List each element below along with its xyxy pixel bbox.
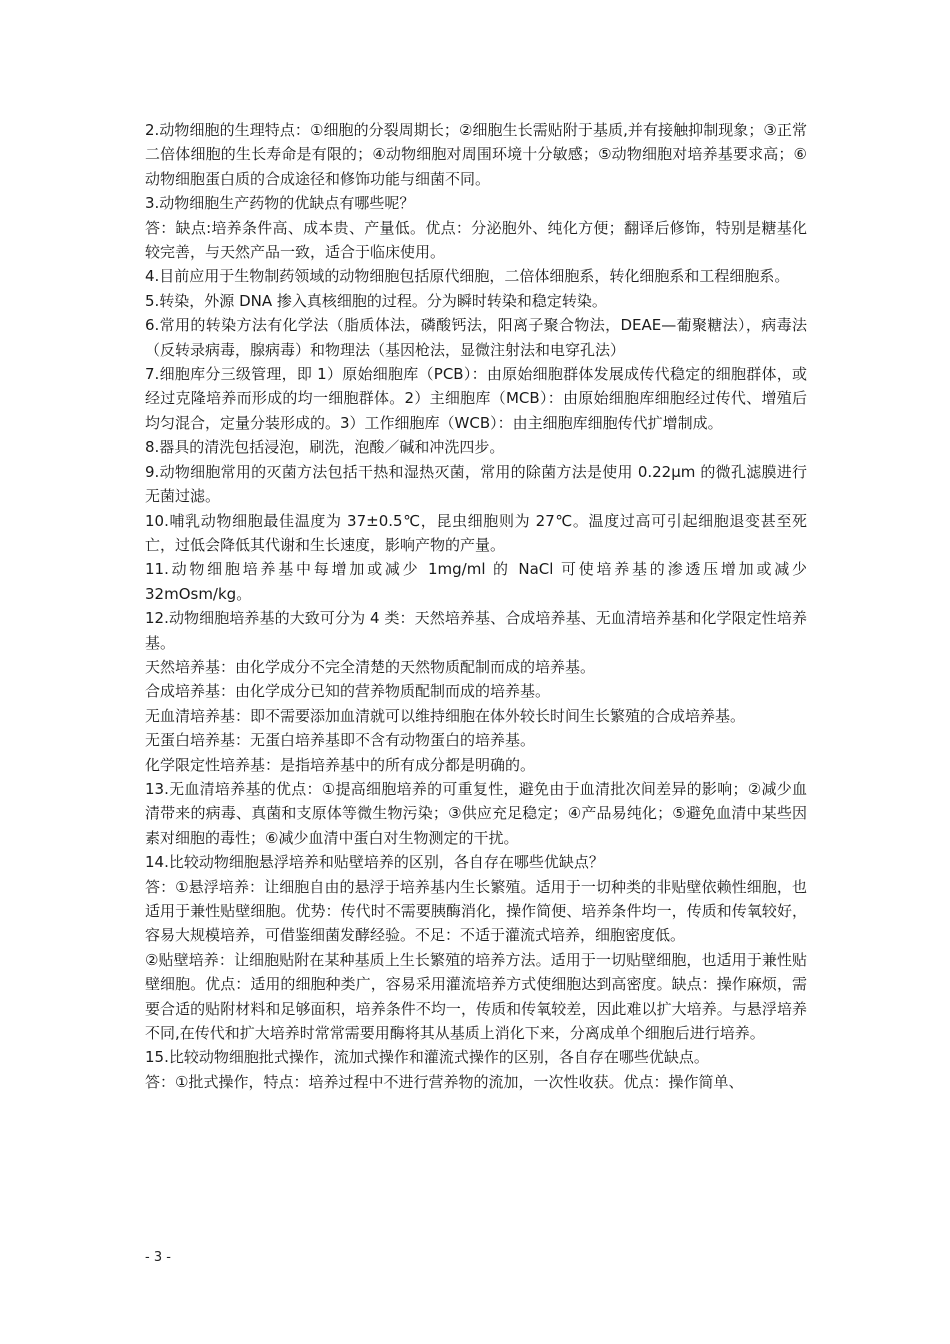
paragraph: 无血清培养基：即不需要添加血清就可以维持细胞在体外较长时间生长繁殖的合成培养基。 [145,706,746,725]
paragraph: 12.动物细胞培养基的大致可分为 4 类：天然培养基、合成培养基、无血清培养基和化学限定性培养基。 [145,609,807,652]
paragraph: 6.常用的转染方法有化学法（脂质体法，磷酸钙法，阳离子聚合物法，DEAE—葡聚糖法），病毒法（反转录病毒，腺病毒）和物理法（基因枪法，显微注射法和电穿孔法） [145,316,807,359]
paragraph: 5.转染，外源 DNA 掺入真核细胞的过程。分为瞬时转染和稳定转染。 [145,291,607,310]
paragraph: 天然培养基：由化学成分不完全清楚的天然物质配制而成的培养基。 [145,657,596,676]
paragraph: 3.动物细胞生产药物的优缺点有哪些呢？ [145,194,415,213]
paragraph: 无蛋白培养基：无蛋白培养基即不含有动物蛋白的培养基。 [145,731,536,750]
paragraph: 11.动物细胞培养基中每增加或减少 1mg/ml 的 NaCl 可使培养基的渗透压增加或减少 32mOsm/kg。 [145,560,807,603]
paragraph: 7.细胞库分三级管理，即 1）原始细胞库（PCB）：由原始细胞群体发展成传代稳定的细胞群体，或经过克隆培养而形成的均一细胞群体。2）主细胞库（MCB）：由原始细胞库细胞经过传代、增殖后均匀混合，定量分装形成的。3）工作细胞库（WCB）：由主细胞库细胞传代扩增制成。 [145,365,807,432]
paragraph: 8.器具的清洗包括浸泡，刷洗，泡酸／碱和冲洗四步。 [145,438,505,457]
paragraph: 15.比较动物细胞批式操作，流加式操作和灌流式操作的区别，各自存在哪些优缺点。 [145,1048,709,1067]
paragraph: 10.哺乳动物细胞最佳温度为 37±0.5℃，昆虫细胞则为 27℃。温度过高可引起细胞退变甚至死亡，过低会降低其代谢和生长速度，影响产物的产量。 [145,511,807,554]
paragraph: 14.比较动物细胞悬浮培养和贴壁培养的区别，各自存在哪些优缺点？ [145,853,604,872]
paragraph: ②贴壁培养：让细胞贴附在某种基质上生长繁殖的培养方法。适用于一切贴壁细胞，也适用于兼性贴壁细胞。优点：适用的细胞种类广，容易采用灌流培养方式使细胞达到高密度。缺点：操作麻烦，需要合适的贴附材料和足够面积，培养条件不均一，传质和传氧较差，因此难以扩大培养。与悬浮培养不同,在传代和扩大培养时常常需要用酶将其从基质上消化下来，分离成单个细胞后进行培养。 [145,950,807,1043]
page-number: - 3 - [145,1250,171,1265]
paragraph: 答：缺点:培养条件高、成本贵、产量低。优点：分泌胞外、纯化方便；翻译后修饰，特别是糖基化较完善，与天然产品一致，适合于临床使用。 [145,218,807,262]
paragraph: 化学限定性培养基：是指培养基中的所有成分都是明确的。 [145,755,536,774]
paragraph: 2.动物细胞的生理特点：①细胞的分裂周期长；②细胞生长需贴附于基质,并有接触抑制现象；③正常二倍体细胞的生长寿命是有限的；④动物细胞对周围环境十分敏感；⑤动物细胞对培养基要求高；⑥动物细胞蛋白质的合成途径和修饰功能与细菌不同。 [145,121,807,188]
paragraph: 合成培养基：由化学成分已知的营养物质配制而成的培养基。 [145,682,551,701]
paragraph: 9.动物细胞常用的灭菌方法包括干热和湿热灭菌，常用的除菌方法是使用 0.22μm 的微孔滤膜进行无菌过滤。 [145,462,807,506]
paragraph: 答：①悬浮培养：让细胞自由的悬浮于培养基内生长繁殖。适用于一切种类的非贴壁依赖性细胞，也适用于兼性贴壁细胞。优势：传代时不需要胰酶消化，操作简便、培养条件均一，传质和传氧较好，容易大规模培养，可借鉴细菌发酵经验。不足：不适于灌流式培养，细胞密度低。 [145,877,807,945]
paragraph: 4.目前应用于生物制药领域的动物细胞包括原代细胞，二倍体细胞系，转化细胞系和工程细胞系。 [145,267,790,286]
document-body [145,118,807,1094]
paragraph: 答：①批式操作，特点：培养过程中不进行营养物的流加，一次性收获。优点：操作简单、 [145,1072,744,1091]
paragraph: 13.无血清培养基的优点：①提高细胞培养的可重复性，避免由于血清批次间差异的影响；②减少血清带来的病毒、真菌和支原体等微生物污染；③供应充足稳定；④产品易纯化；⑤避免血清中某些因素对细胞的毒性；⑥减少血清中蛋白对生物测定的干扰。 [145,779,807,847]
